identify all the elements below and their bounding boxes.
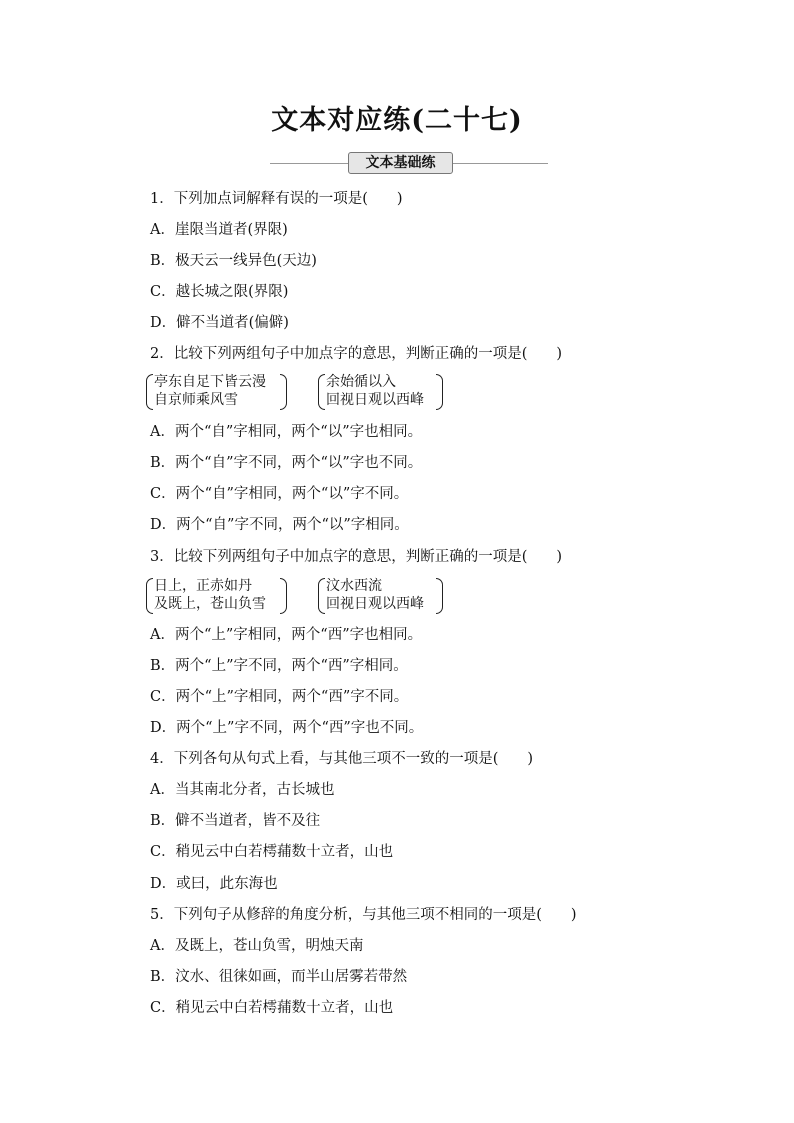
question-2-option-b: B．两个“自”字不同，两个“以”字也不同。	[150, 455, 423, 471]
question-4-option-d: D．或曰，此东海也	[150, 876, 278, 892]
bracket-left	[318, 578, 325, 614]
group-sentence: 自京师乘风雪	[154, 392, 238, 408]
group-sentence: 回视日观以西峰	[326, 596, 424, 612]
question-5-option-b: B．汶水、徂徕如画，而半山居雾若带然	[150, 969, 408, 985]
question-2-group-1	[146, 372, 288, 412]
question-2-stem: 2．比较下列两组句子中加点字的意思，判断正确的一项是( )	[150, 346, 563, 362]
question-2-option-d: D．两个“自”字不同，两个“以”字相同。	[150, 517, 409, 533]
question-2-option-c: C．两个“自”字相同，两个“以”字不同。	[150, 486, 409, 502]
question-3-group-1	[146, 576, 288, 616]
group-sentence: 及既上，苍山负雪	[154, 596, 266, 612]
bracket-right	[436, 578, 443, 614]
bracket-right	[280, 374, 287, 410]
question-2-group-2	[318, 372, 444, 412]
question-5-stem: 5．下列句子从修辞的角度分析，与其他三项不相同的一项是( )	[150, 907, 577, 923]
page-title: 文本对应练(二十七)	[271, 105, 523, 136]
question-1-option-a: A．崖限当道者(界限)	[150, 222, 288, 238]
group-sentence: 回视日观以西峰	[326, 392, 424, 408]
question-3-option-c: C．两个“上”字相同，两个“西”字不同。	[150, 689, 409, 705]
question-4-option-b: B．僻不当道者，皆不及往	[150, 813, 321, 829]
bracket-left	[146, 374, 153, 410]
question-2-option-a: A．两个“自”字相同，两个“以”字也相同。	[150, 424, 423, 440]
group-sentence: 汶水西流	[326, 578, 382, 594]
question-5-option-a: A．及既上，苍山负雪，明烛天南	[150, 938, 364, 954]
question-3-option-a: A．两个“上”字相同，两个“西”字也相同。	[150, 627, 423, 643]
question-4-stem: 4．下列各句从句式上看，与其他三项不一致的一项是( )	[150, 751, 534, 767]
bracket-left	[146, 578, 153, 614]
section-header	[0, 152, 794, 176]
section-label: 文本基础练	[348, 152, 453, 174]
bracket-right	[436, 374, 443, 410]
question-4-option-c: C．稍见云中白若樗蒱数十立者，山也	[150, 844, 394, 860]
question-3-group-2	[318, 576, 444, 616]
question-1-option-b: B．极天云一线异色(天边)	[150, 253, 317, 269]
question-5-option-c: C．稍见云中白若樗蒱数十立者，山也	[150, 1000, 394, 1016]
question-1-option-c: C．越长城之限(界限)	[150, 284, 289, 300]
group-sentence: 日上，正赤如丹	[154, 578, 252, 594]
question-1-option-d: D．僻不当道者(偏僻)	[150, 315, 289, 331]
question-3-option-b: B．两个“上”字不同，两个“西”字相同。	[150, 658, 408, 674]
section-divider-left	[270, 163, 348, 164]
question-1-stem: 1．下列加点词解释有误的一项是( )	[150, 191, 403, 207]
bracket-left	[318, 374, 325, 410]
bracket-right	[280, 578, 287, 614]
question-3-stem: 3．比较下列两组句子中加点字的意思，判断正确的一项是( )	[150, 549, 563, 565]
question-4-option-a: A．当其南北分者，古长城也	[150, 782, 335, 798]
group-sentence: 余始循以入	[326, 374, 396, 390]
section-divider-right	[453, 163, 548, 164]
group-sentence: 亭东自足下皆云漫	[154, 374, 266, 390]
question-3-option-d: D．两个“上”字不同，两个“西”字也不同。	[150, 720, 424, 736]
